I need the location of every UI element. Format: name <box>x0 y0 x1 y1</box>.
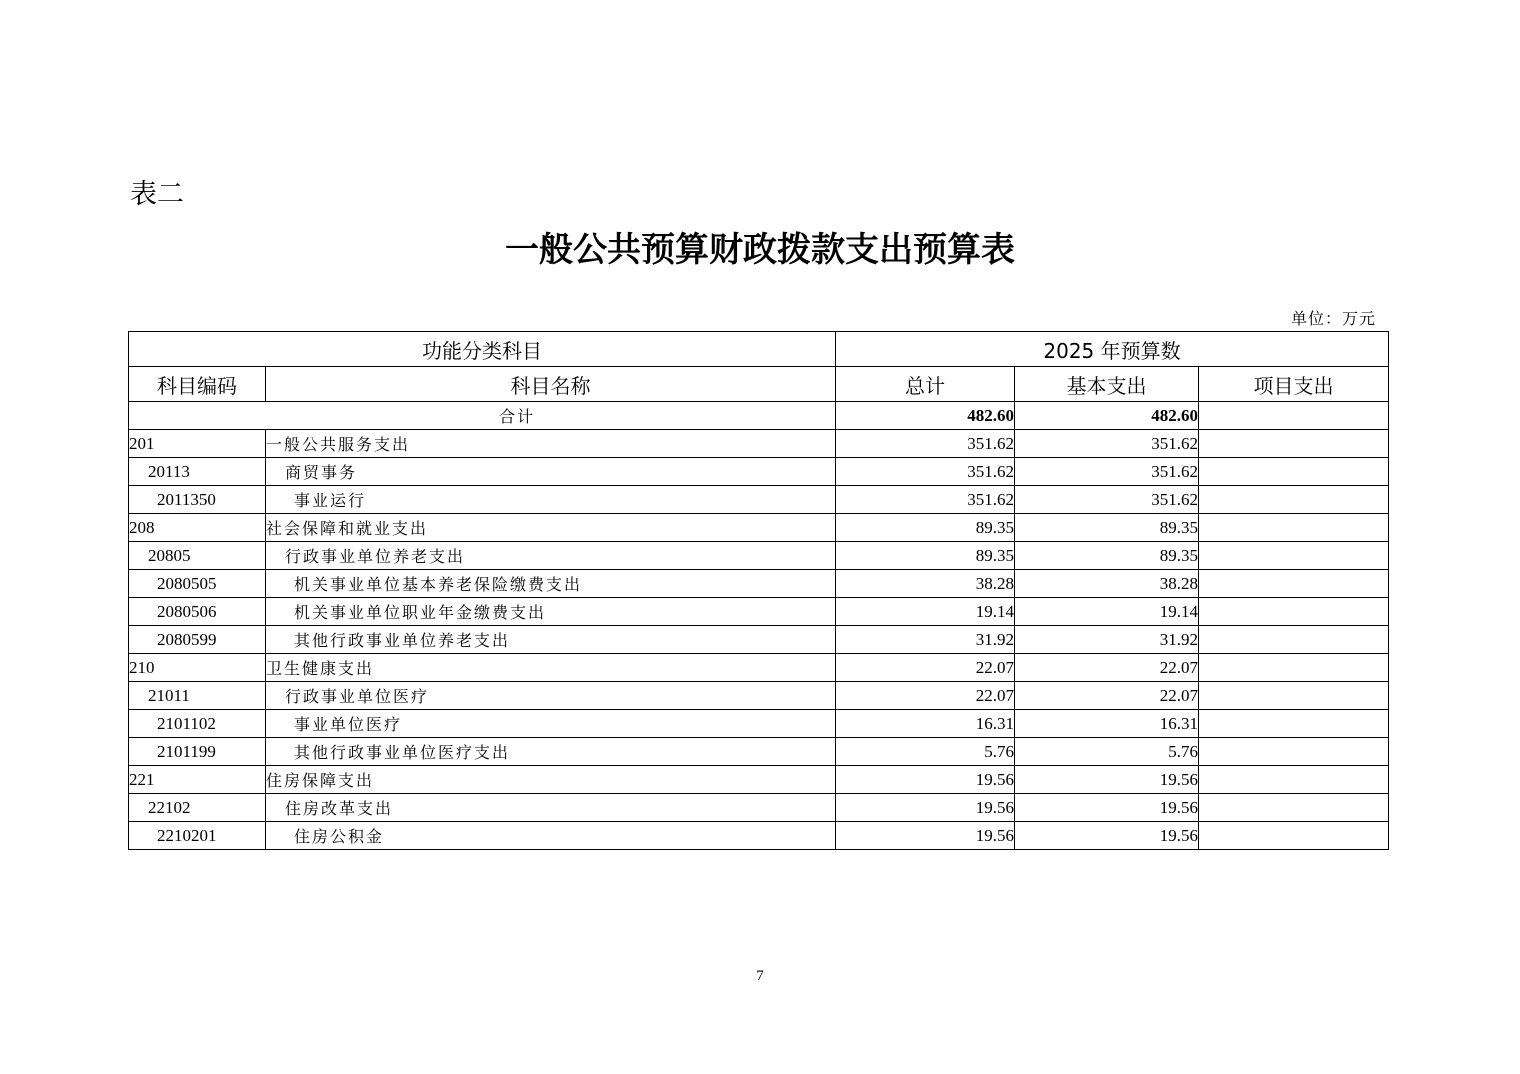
table-row <box>129 766 1389 794</box>
header-name: 科目名称 <box>266 367 836 402</box>
row-name: 住房改革支出 <box>266 794 836 822</box>
row-name: 行政事业单位医疗 <box>266 682 836 710</box>
row-name: 事业运行 <box>266 486 836 514</box>
row-total: 351.62 <box>836 458 1015 486</box>
row-name: 住房保障支出 <box>266 766 836 794</box>
row-code: 208 <box>129 514 266 542</box>
row-total: 22.07 <box>836 654 1015 682</box>
row-name: 行政事业单位养老支出 <box>266 542 836 570</box>
row-total: 19.56 <box>836 794 1015 822</box>
row-total: 89.35 <box>836 514 1015 542</box>
header-project: 项目支出 <box>1199 367 1389 402</box>
row-code: 201 <box>129 430 266 458</box>
table-row <box>129 542 1389 570</box>
row-project <box>1199 626 1389 654</box>
row-basic: 19.56 <box>1015 794 1199 822</box>
row-project <box>1199 542 1389 570</box>
row-basic: 89.35 <box>1015 542 1199 570</box>
table-row <box>129 710 1389 738</box>
total-basic: 482.60 <box>1015 402 1199 430</box>
row-basic: 31.92 <box>1015 626 1199 654</box>
header-basic: 基本支出 <box>1015 367 1199 402</box>
table-row <box>129 682 1389 710</box>
row-total: 22.07 <box>836 682 1015 710</box>
row-code: 22102 <box>129 794 266 822</box>
table-row <box>129 822 1389 850</box>
row-basic: 38.28 <box>1015 570 1199 598</box>
row-total: 5.76 <box>836 738 1015 766</box>
row-total: 16.31 <box>836 710 1015 738</box>
row-project <box>1199 486 1389 514</box>
row-total: 38.28 <box>836 570 1015 598</box>
row-basic: 89.35 <box>1015 514 1199 542</box>
row-project <box>1199 738 1389 766</box>
header-group-budget: 2025 年预算数 <box>836 332 1389 367</box>
row-basic: 19.14 <box>1015 598 1199 626</box>
row-name: 其他行政事业单位医疗支出 <box>266 738 836 766</box>
table-row <box>129 458 1389 486</box>
row-name: 商贸事务 <box>266 458 836 486</box>
row-basic: 5.76 <box>1015 738 1199 766</box>
row-total: 19.14 <box>836 598 1015 626</box>
table-row <box>129 794 1389 822</box>
row-code: 20113 <box>129 458 266 486</box>
page-number: 7 <box>756 968 764 984</box>
header-code: 科目编码 <box>129 367 266 402</box>
row-code: 2080599 <box>129 626 266 654</box>
total-project <box>1199 402 1389 430</box>
table-row <box>129 430 1389 458</box>
row-code: 2101102 <box>129 710 266 738</box>
row-project <box>1199 794 1389 822</box>
row-project <box>1199 822 1389 850</box>
row-total: 19.56 <box>836 822 1015 850</box>
header-total: 总计 <box>836 367 1015 402</box>
row-name: 一般公共服务支出 <box>266 430 836 458</box>
table-row <box>129 738 1389 766</box>
row-code: 2210201 <box>129 822 266 850</box>
row-name: 社会保障和就业支出 <box>266 514 836 542</box>
table-row <box>129 570 1389 598</box>
table-row <box>129 654 1389 682</box>
row-code: 2080505 <box>129 570 266 598</box>
row-project <box>1199 430 1389 458</box>
unit-label: 单位：万元 <box>1290 309 1376 328</box>
row-basic: 19.56 <box>1015 822 1199 850</box>
row-name: 卫生健康支出 <box>266 654 836 682</box>
row-basic: 351.62 <box>1015 458 1199 486</box>
row-basic: 16.31 <box>1015 710 1199 738</box>
row-total: 31.92 <box>836 626 1015 654</box>
row-name: 其他行政事业单位养老支出 <box>266 626 836 654</box>
row-code: 2080506 <box>129 598 266 626</box>
table-label: 表二 <box>130 179 184 210</box>
row-code: 20805 <box>129 542 266 570</box>
table-row <box>129 486 1389 514</box>
table-row <box>129 626 1389 654</box>
table-row <box>129 598 1389 626</box>
row-code: 2011350 <box>129 486 266 514</box>
row-code: 210 <box>129 654 266 682</box>
row-project <box>1199 514 1389 542</box>
row-basic: 22.07 <box>1015 682 1199 710</box>
row-total: 89.35 <box>836 542 1015 570</box>
row-project <box>1199 710 1389 738</box>
row-total: 19.56 <box>836 766 1015 794</box>
table-body <box>129 402 1389 850</box>
row-basic: 22.07 <box>1015 654 1199 682</box>
row-name: 住房公积金 <box>266 822 836 850</box>
row-name: 事业单位医疗 <box>266 710 836 738</box>
total-row <box>129 402 1389 430</box>
budget-table <box>128 331 1389 850</box>
row-project <box>1199 458 1389 486</box>
row-project <box>1199 570 1389 598</box>
header-group-function: 功能分类科目 <box>129 332 836 367</box>
row-code: 2101199 <box>129 738 266 766</box>
row-code: 221 <box>129 766 266 794</box>
total-label: 合计 <box>129 402 836 430</box>
row-project <box>1199 654 1389 682</box>
row-code: 21011 <box>129 682 266 710</box>
row-total: 351.62 <box>836 430 1015 458</box>
table-row <box>129 514 1389 542</box>
row-basic: 19.56 <box>1015 766 1199 794</box>
row-project <box>1199 682 1389 710</box>
page-title: 一般公共预算财政拨款支出预算表 <box>505 230 1015 270</box>
row-basic: 351.62 <box>1015 486 1199 514</box>
row-project <box>1199 766 1389 794</box>
row-basic: 351.62 <box>1015 430 1199 458</box>
row-name: 机关事业单位基本养老保险缴费支出 <box>266 570 836 598</box>
row-total: 351.62 <box>836 486 1015 514</box>
row-name: 机关事业单位职业年金缴费支出 <box>266 598 836 626</box>
row-project <box>1199 598 1389 626</box>
total-total: 482.60 <box>836 402 1015 430</box>
